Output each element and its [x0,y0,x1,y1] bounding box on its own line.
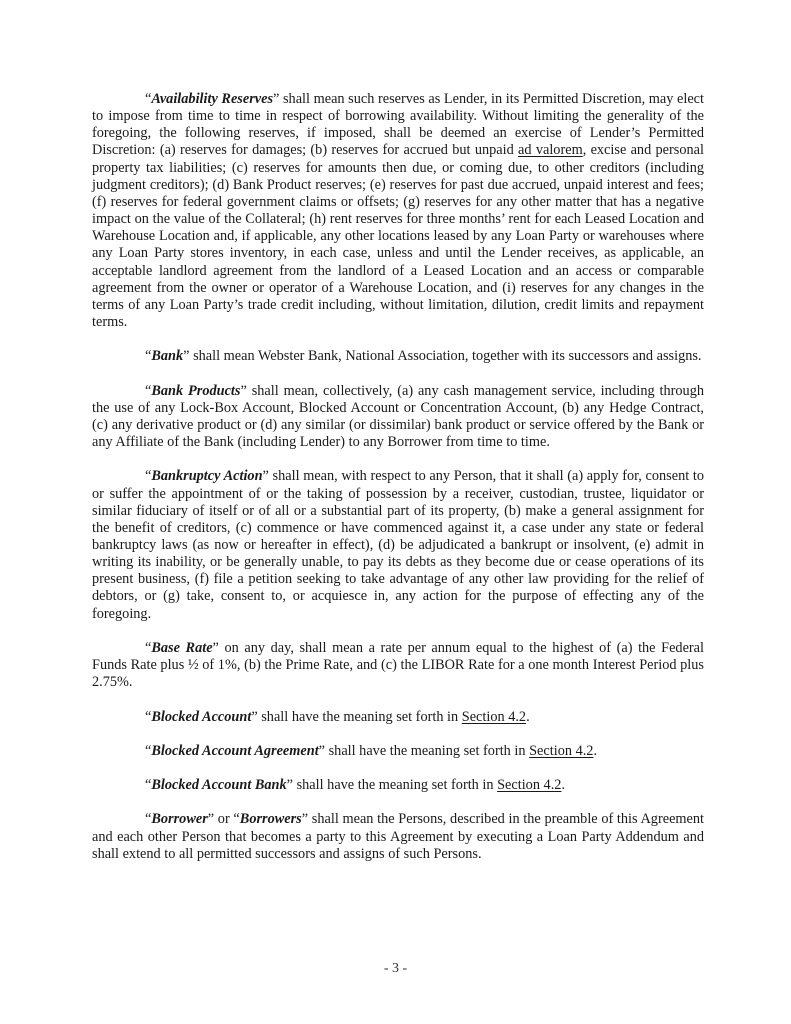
open-quote: “ [145,382,152,399]
open-quote: “ [145,91,152,107]
definition-borrower [92,811,704,862]
close-quote: ” [207,811,215,828]
definition-bank [92,348,704,365]
close-quote: ” [251,708,258,725]
period: . [561,777,566,794]
open-quote: “ [145,348,152,365]
period: . [526,708,530,725]
definition-body: shall have the meaning set forth in [325,742,530,759]
close-quote: ” [262,468,269,485]
definition-body: shall have the meaning set forth in [293,777,498,794]
close-quote: ” [273,91,280,107]
open-quote: “ [145,708,152,725]
definition-body: shall have the meaning set forth in [257,708,462,725]
connector-text: or [214,811,234,828]
open-quote: “ [145,639,152,656]
defined-term: Blocked Account Agreement [151,742,319,759]
defined-term: Blocked Account [151,708,252,725]
close-quote: ” [183,348,190,365]
open-quote: “ [145,777,152,794]
defined-term: Bankruptcy Action [151,468,263,485]
definition-body-continued: , excise and personal property tax liabilities; (c) reserves for amounts then due, or coming due, to other creditors (including judgment creditors); (d) Bank Product reserves; (e) reserves for past due accrued, unpaid interest and fees; (f) reserves for federal government claims or offsets; (g) reserves for any other matter that has a negative impact on the value of the Collateral; (h) rent reserves for three months’ rent for each Leased Location and Warehouse Location and, if applicable, any other locations leased by any Loan Party or warehouses where any Loan Party stores inventory, in each case, unless and until the Lender receives, as applicable, an acceptable landlord agreement from the landlord of a Leased Location and an access or comparable agreement from the owner or operator of a Warehouse Location, and (i) reserves for any changes in the terms of any Loan Party’s trade credit including, without limitation, dilution, credit limits and repayment terms. [92,142,704,331]
page-number: - 3 - [383,961,408,976]
definition-body: on any day, shall mean a rate per annum equal to the highest of (a) the Federal Funds Rate plus ½ of 1%, (b) the Prime Rate, and (c) the LIBOR Rate for a one month Interest Period plus 2.75%. [92,639,704,691]
definition-blocked-account-agreement [92,743,704,760]
section-reference-link[interactable]: Section 4.2 [497,777,562,794]
close-quote: ” [286,777,294,794]
definition-blocked-account [92,709,704,726]
section-reference-link[interactable]: Section 4.2 [461,708,527,725]
definition-availability-reserves [92,91,704,331]
underlined-phrase: ad valorem [518,142,583,159]
close-quote: ” [240,382,247,399]
definition-bankruptcy-action [92,468,704,622]
defined-term-alt: Borrowers [239,811,302,828]
open-quote: “ [145,468,152,485]
definition-body: shall mean the Persons, described in the preamble of this Agreement and each other Person that becomes a party to this Agreement by executing a Loan Party Addendum and shall extend to all permitted successors and assigns of such Persons. [92,811,704,862]
definition-body: shall mean, with respect to any Person, that it shall (a) apply for, consent to or suffer the appointment of or the taking of possession by a receiver, custodian, trustee, liquidator or similar fiduciary of itself or of all or a substantial part of its property, (b) make a general assignment for the benefit of creditors, (c) commence or have commenced against it, a case under any state or federal bankruptcy laws (as now or hereafter in effect), (d) be adjudicated a bankrupt or insolvent, (e) admit in writing its inability, or be generally unable, to pay its debts as they become due or cease operations of its present business, (f) file a petition seeking to take advantage of any other law providing for the relief of debtors, or (g) take, consent to, or acquiesce in, any action for the purpose of effecting any of the foregoing. [92,468,704,622]
close-quote: ” [301,811,309,828]
defined-term: Blocked Account Bank [151,777,287,794]
close-quote: ” [318,742,326,759]
open-quote: “ [145,811,152,828]
open-quote: “ [233,811,240,828]
definition-blocked-account-bank [92,777,704,794]
definition-body: shall mean such reserves as Lender, in its Permitted Discretion, may elect to impose from time to time in respect of borrowing availability. Without limiting the generality of the foregoing, the following reserves, if imposed, shall be deemed an exercise of Lender’s Permitted Discretion: (a) reserves for damages; (b) reserves for accrued but unpaid [92,91,704,159]
definition-body: shall mean, collectively, (a) any cash management service, including through the use of any Lock-Box Account, Blocked Account or Concentration Account, (b) any Hedge Contract, (c) any derivative product or (d) any similar (or dissimilar) bank product or service offered by the Bank or any Affiliate of the Bank (including Lender) to any Borrower from time to time. [92,382,704,451]
section-reference-link[interactable]: Section 4.2 [529,742,594,759]
defined-term: Base Rate [151,639,213,656]
definition-bank-products [92,383,704,452]
close-quote: ” [212,639,219,656]
document-page [92,91,704,880]
definition-body: shall mean Webster Bank, National Association, together with its successors and assigns. [189,348,702,365]
open-quote: “ [145,742,152,759]
defined-term: Availability Reserves [151,91,274,107]
period: . [593,742,598,759]
defined-term: Bank Products [151,382,241,399]
defined-term: Borrower [151,811,208,828]
definition-base-rate [92,640,704,691]
defined-term: Bank [151,348,184,365]
